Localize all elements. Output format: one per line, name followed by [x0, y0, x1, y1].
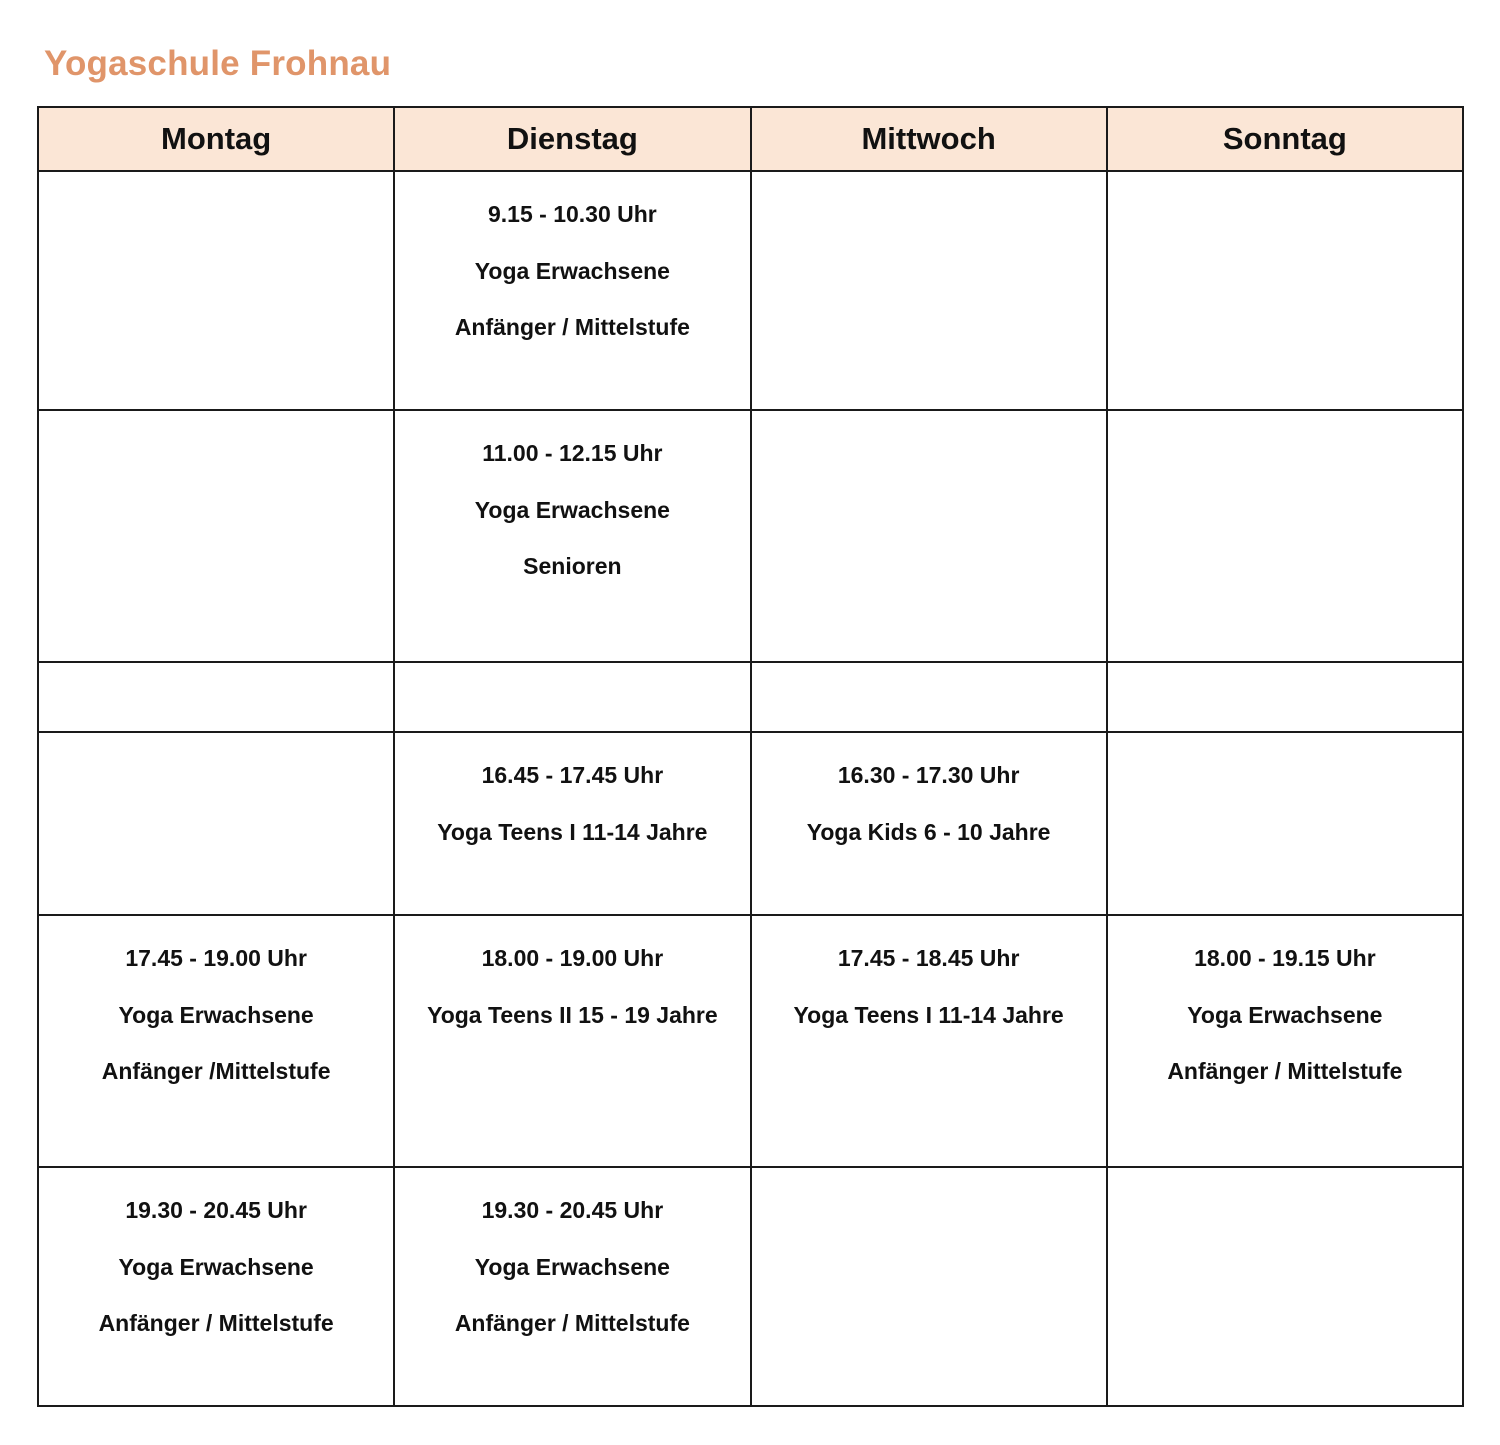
schedule-cell [38, 171, 394, 410]
class-time: 18.00 - 19.00 Uhr [481, 945, 664, 971]
day-header-mittwoch: Mittwoch [751, 107, 1107, 171]
schedule-cell [38, 915, 394, 1167]
schedule-row [38, 171, 1463, 410]
schedule-cell [394, 171, 750, 410]
class-time: 9.15 - 10.30 Uhr [487, 201, 657, 227]
class-time: 18.00 - 19.15 Uhr [1194, 945, 1376, 971]
class-time: 17.45 - 18.45 Uhr [837, 945, 1020, 971]
schedule-cell [751, 171, 1107, 410]
schedule-row [38, 410, 1463, 662]
schedule-row [38, 915, 1463, 1167]
schedule-cell [394, 915, 750, 1167]
schedule-cell [1107, 732, 1463, 915]
day-header-sonntag: Sonntag [1107, 107, 1463, 171]
class-name: Yoga Teens I 11-14 Jahre [437, 818, 708, 845]
class-time: 16.45 - 17.45 Uhr [481, 762, 664, 788]
class-name: Yoga Kids 6 - 10 Jahre [806, 818, 1051, 845]
class-name: Yoga Erwachsene [474, 496, 670, 523]
class-time: 17.45 - 19.00 Uhr [125, 945, 307, 971]
class-level: Anfänger / Mittelstufe [98, 1310, 334, 1336]
class-name: Yoga Erwachsene [474, 257, 670, 284]
schedule-row [38, 662, 1463, 732]
schedule-row [38, 1167, 1463, 1406]
schedule-cell [1107, 1167, 1463, 1406]
class-level: Anfänger / Mittelstufe [454, 1310, 690, 1336]
class-level: Anfänger / Mittelstufe [1167, 1058, 1403, 1084]
schedule-row [38, 732, 1463, 915]
schedule-cell [1107, 171, 1463, 410]
schedule-cell [751, 915, 1107, 1167]
class-name: Yoga Erwachsene [474, 1253, 670, 1280]
schedule-cell [38, 732, 394, 915]
schedule-cell [38, 1167, 394, 1406]
schedule-cell [1107, 662, 1463, 732]
schedule-cell [394, 410, 750, 662]
class-name: Yoga Teens II 15 - 19 Jahre [427, 1001, 718, 1028]
class-name: Yoga Erwachsene [1187, 1001, 1383, 1028]
class-time: 11.00 - 12.15 Uhr [482, 440, 663, 466]
class-time: 19.30 - 20.45 Uhr [481, 1197, 664, 1223]
schedule-cell [394, 662, 750, 732]
schedule-cell [751, 732, 1107, 915]
schedule-cell [394, 1167, 750, 1406]
class-time: 19.30 - 20.45 Uhr [125, 1197, 307, 1223]
schedule-table [37, 106, 1464, 1407]
class-level: Senioren [523, 553, 622, 579]
class-name: Yoga Erwachsene [118, 1001, 314, 1028]
schedule-cell [38, 410, 394, 662]
page-title: Yogaschule Frohnau [44, 44, 392, 83]
class-level: Anfänger /Mittelstufe [101, 1058, 331, 1084]
schedule-cell [394, 732, 750, 915]
class-level: Anfänger / Mittelstufe [454, 314, 690, 340]
class-time: 16.30 - 17.30 Uhr [837, 762, 1020, 788]
class-name: Yoga Erwachsene [118, 1253, 314, 1280]
schedule-cell [1107, 915, 1463, 1167]
schedule-cell [1107, 410, 1463, 662]
day-header-montag: Montag [38, 107, 394, 171]
schedule-cell [38, 662, 394, 732]
header-row [38, 107, 1463, 171]
schedule-cell [751, 662, 1107, 732]
schedule-cell [751, 410, 1107, 662]
class-name: Yoga Teens I 11-14 Jahre [793, 1001, 1064, 1028]
schedule-cell [751, 1167, 1107, 1406]
day-header-dienstag: Dienstag [394, 107, 750, 171]
